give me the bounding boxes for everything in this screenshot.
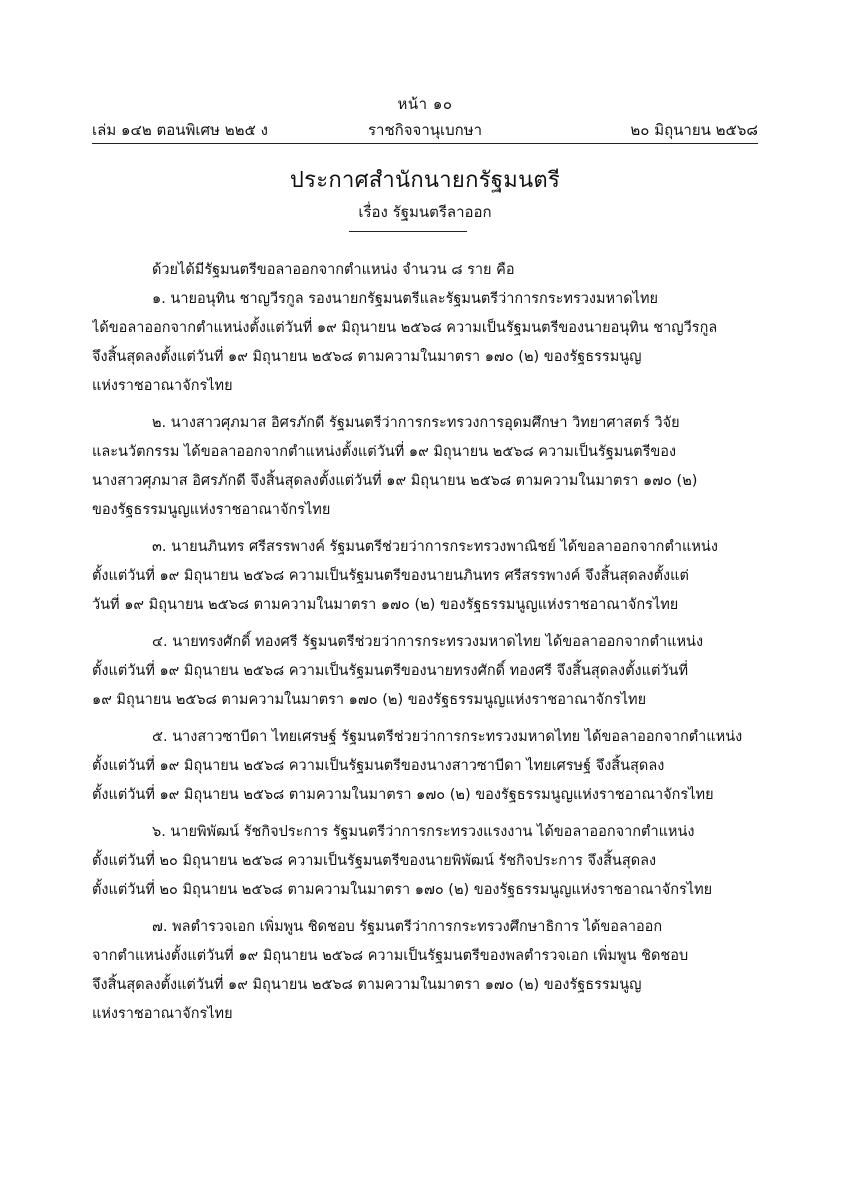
item-line: แห่งราชอาณาจักรไทย — [92, 378, 233, 394]
announcement-body — [92, 256, 758, 1029]
item-line: ตั้งแต่วันที่ ๑๙ มิถุนายน ๒๕๖๘ ตามความในมาตรา ๑๗๐ (๒) ของรัฐธรรมนูญแห่งราชอาณาจักรไทย — [92, 787, 714, 803]
gazette-header — [92, 118, 758, 140]
item-line: ๒. นางสาวศุภมาส อิศรภักดี รัฐมนตรีว่าการกระทรวงการอุดมศึกษา วิทยาศาสตร์ วิจัย — [152, 415, 680, 431]
publication-name: ราชกิจจานุเบกษา — [368, 121, 483, 139]
title-divider — [349, 231, 467, 232]
list-item — [92, 409, 758, 525]
item-line: วันที่ ๑๙ มิถุนายน ๒๕๖๘ ตามความในมาตรา ๑๗๐ (๒) ของรัฐธรรมนูญแห่งราชอาณาจักรไทย — [92, 597, 679, 613]
item-line: แห่งราชอาณาจักรไทย — [92, 1006, 233, 1022]
list-item — [92, 533, 758, 620]
item-line: จากตำแหน่งตั้งแต่วันที่ ๑๙ มิถุนายน ๒๕๖๘ ความเป็นรัฐมนตรีของพลตำรวจเอก เพิ่มพูน ชิดชอบ — [92, 948, 689, 964]
item-line: ได้ขอลาออกจากตำแหน่งตั้งแต่วันที่ ๑๙ มิถุนายน ๒๕๖๘ ความเป็นรัฐมนตรีของนายอนุทิน ชาญวีรกูล — [92, 320, 718, 336]
item-line: ๗. พลตำรวจเอก เพิ่มพูน ชิดชอบ รัฐมนตรีว่าการกระทรวงศึกษาธิการ ได้ขอลาออก — [152, 919, 663, 935]
publication-date: ๒๐ มิถุนายน ๒๕๖๘ — [630, 121, 758, 139]
item-line: จึงสิ้นสุดลงตั้งแต่วันที่ ๑๙ มิถุนายน ๒๕๖๘ ตามความในมาตรา ๑๗๐ (๒) ของรัฐธรรมนูญ — [92, 977, 642, 993]
item-line: ๕. นางสาวซาบีดา ไทยเศรษฐ์ รัฐมนตรีช่วยว่าการกระทรวงมหาดไทย ได้ขอลาออกจากตำแหน่ง — [152, 729, 743, 745]
item-line: ตั้งแต่วันที่ ๑๙ มิถุนายน ๒๕๖๘ ความเป็นรัฐมนตรีของนายทรงศักดิ์ ทองศรี จึงสิ้นสุดลงตั้งแต่วันที่ — [92, 663, 689, 679]
item-line: ของรัฐธรรมนูญแห่งราชอาณาจักรไทย — [92, 502, 331, 518]
item-line: ตั้งแต่วันที่ ๒๐ มิถุนายน ๒๕๖๘ ความเป็นรัฐมนตรีของนายพิพัฒน์ รัชกิจประการ จึงสิ้นสุดลง — [92, 853, 657, 869]
item-line: ตั้งแต่วันที่ ๑๙ มิถุนายน ๒๕๖๘ ความเป็นรัฐมนตรีของนายนภินทร ศรีสรรพางค์ จึงสิ้นสุดลงตั้งแต่ — [92, 568, 689, 584]
item-line: ๑. นายอนุทิน ชาญวีรกูล รองนายกรัฐมนตรีและรัฐมนตรีว่าการกระทรวงมหาดไทย — [152, 291, 659, 307]
list-item — [92, 723, 758, 810]
item-line: ๖. นายพิพัฒน์ รัชกิจประการ รัฐมนตรีว่าการกระทรวงแรงงาน ได้ขอลาออกจากตำแหน่ง — [152, 824, 695, 840]
volume-issue: เล่ม ๑๔๒ ตอนพิเศษ ๒๒๕ ง — [92, 121, 268, 139]
item-line: ตั้งแต่วันที่ ๒๐ มิถุนายน ๒๕๖๘ ตามความในมาตรา ๑๗๐ (๒) ของรัฐธรรมนูญแห่งราชอาณาจักรไทย — [92, 882, 713, 898]
list-item — [92, 818, 758, 905]
header-divider — [92, 143, 758, 144]
list-item — [92, 913, 758, 1029]
item-line: ๔. นายทรงศักดิ์ ทองศรี รัฐมนตรีช่วยว่าการกระทรวงมหาดไทย ได้ขอลาออกจากตำแหน่ง — [152, 634, 704, 650]
item-line: จึงสิ้นสุดลงตั้งแต่วันที่ ๑๙ มิถุนายน ๒๕๖๘ ตามความในมาตรา ๑๗๐ (๒) ของรัฐธรรมนูญ — [92, 349, 642, 365]
item-line: ๓. นายนภินทร ศรีสรรพางค์ รัฐมนตรีช่วยว่าการกระทรวงพาณิชย์ ได้ขอลาออกจากตำแหน่ง — [152, 539, 718, 555]
announcement-title: ประกาศสำนักนายกรัฐมนตรี — [289, 168, 561, 193]
list-item — [92, 628, 758, 715]
item-line: และนวัตกรรม ได้ขอลาออกจากตำแหน่งตั้งแต่วันที่ ๑๙ มิถุนายน ๒๕๖๘ ความเป็นรัฐมนตรีของ — [92, 444, 677, 460]
intro-paragraph: ด้วยได้มีรัฐมนตรีขอลาออกจากตำแหน่ง จำนวน ๘ ราย คือ — [152, 262, 515, 278]
list-item — [92, 285, 758, 401]
item-line: นางสาวศุภมาส อิศรภักดี จึงสิ้นสุดลงตั้งแต่วันที่ ๑๙ มิถุนายน ๒๕๖๘ ตามความในมาตรา ๑๗๐ (๒) — [92, 473, 698, 489]
announcement-subject: เรื่อง รัฐมนตรีลาออก — [358, 203, 492, 221]
page-number: หน้า ๑๐ — [397, 95, 453, 113]
item-line: ๑๙ มิถุนายน ๒๕๖๘ ตามความในมาตรา ๑๗๐ (๒) ของรัฐธรรมนูญแห่งราชอาณาจักรไทย — [92, 692, 647, 708]
item-line: ตั้งแต่วันที่ ๑๙ มิถุนายน ๒๕๖๘ ความเป็นรัฐมนตรีของนางสาวซาบีดา ไทยเศรษฐ์ จึงสิ้นสุดลง — [92, 758, 665, 774]
